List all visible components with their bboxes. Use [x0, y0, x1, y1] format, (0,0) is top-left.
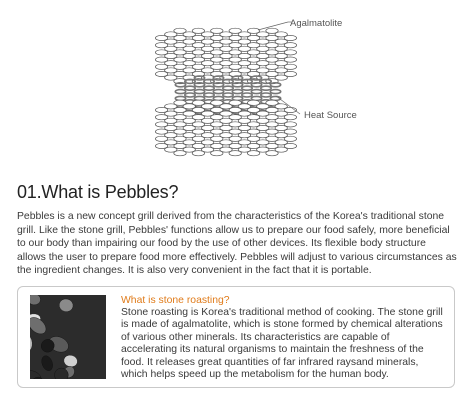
- heat-ring: [185, 93, 195, 97]
- pebbles-image: [30, 295, 106, 379]
- diagram-svg: [0, 0, 468, 180]
- heat-ring: [213, 90, 223, 94]
- heat-ring: [185, 86, 195, 90]
- base-pebble: [192, 151, 204, 156]
- heat-ring: [270, 90, 280, 94]
- heat-ring: [261, 93, 271, 97]
- heat-ring: [175, 96, 185, 100]
- heat-ring: [251, 83, 261, 87]
- heat-ring: [242, 93, 252, 97]
- agalmatolite-label: Agalmatolite: [290, 18, 343, 29]
- heat-ring: [251, 90, 261, 94]
- heat-ring: [242, 86, 252, 90]
- base-pebble: [211, 151, 223, 156]
- heat-ring: [194, 96, 204, 100]
- agalmatolite-layer: [155, 28, 296, 84]
- heat-ring: [194, 90, 204, 94]
- heat-ring: [204, 93, 214, 97]
- heat-ring: [175, 90, 185, 94]
- heat-ring: [270, 83, 280, 87]
- pebbles-exploded-diagram: [0, 0, 468, 180]
- heat-ring: [251, 96, 261, 100]
- base-pebble: [229, 151, 241, 156]
- heat-ring: [194, 83, 204, 87]
- heat-ring: [223, 86, 233, 90]
- pebbles-photo: [30, 295, 106, 379]
- info-box-text: Stone roasting is Korea's traditional method of cooking. The stone grill is made of agalmatolite, which is stone formed by chemical alterations of various other minerals. Its characteristics are capable of accelerating its natural organisms to maintain the freshness of the food. It releases great quantities of far infrared raysand minerals, which helps speed up the metabolism for the human body.: [121, 307, 443, 381]
- heat-source-label: Heat Source: [304, 110, 357, 121]
- heat-ring: [232, 96, 242, 100]
- heat-ring: [175, 83, 185, 87]
- base-pebble: [247, 151, 259, 156]
- base-pebble: [266, 151, 278, 156]
- intro-paragraph: Pebbles is a new concept grill derived from the characteristics of the Korea's traditional stone grill. Like the stone grill, Pebbles' functions allow us to prepare our food safely, more beneficial to our body than impairing our food by the use of other devices. Its flexible body structure allows the user to prepare food more effectively. Pebbles will adjust to various circumstances as the ingredient changes. It is also very convenient in the fact that it is portable.: [17, 211, 457, 277]
- info-box-heading: What is stone roasting?: [121, 295, 230, 306]
- section-title: 01.What is Pebbles?: [17, 182, 179, 202]
- heat-ring: [261, 86, 271, 90]
- heat-ring: [232, 83, 242, 87]
- heat-ring: [213, 83, 223, 87]
- heat-ring: [204, 86, 214, 90]
- base-pebble: [174, 151, 186, 156]
- base-layer: [155, 100, 296, 156]
- heat-ring: [213, 96, 223, 100]
- stone-roasting-info-box: [17, 286, 455, 388]
- heat-ring: [223, 93, 233, 97]
- heat-ring: [232, 90, 242, 94]
